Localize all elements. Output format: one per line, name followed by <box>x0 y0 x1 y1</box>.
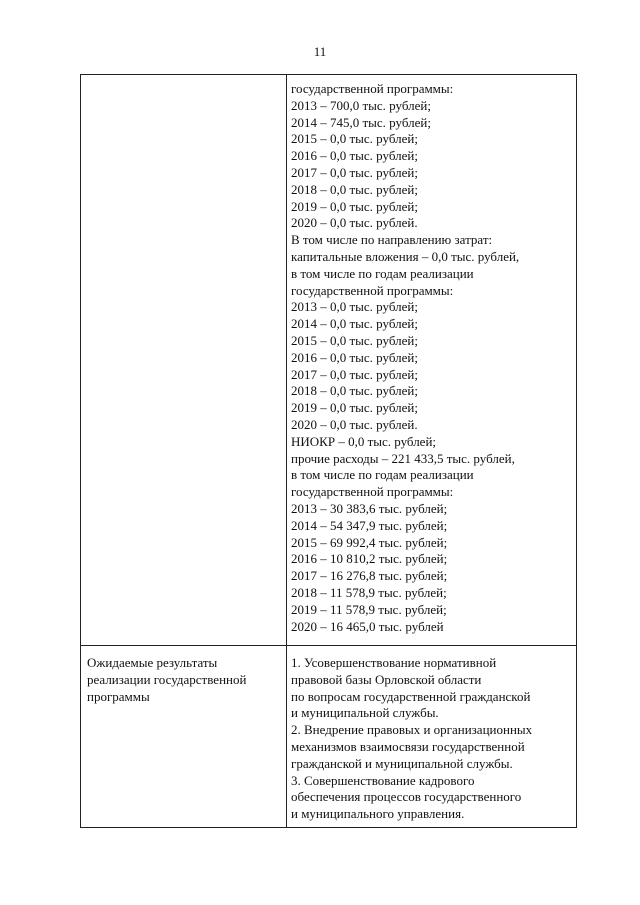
funding-line: в том числе по годам реализации <box>291 265 474 281</box>
result-line: гражданской и муниципальной службы. <box>291 755 513 771</box>
expected-results-label-cell <box>87 655 246 705</box>
funding-line: 2018 – 0,0 тыс. рублей; <box>291 181 418 197</box>
row-divider <box>81 645 576 646</box>
result-line: механизмов взаимосвязи государственной <box>291 738 525 754</box>
funding-continuation-cell <box>291 81 519 635</box>
funding-line: НИОКР – 0,0 тыс. рублей; <box>291 433 437 449</box>
funding-line: 2019 – 0,0 тыс. рублей; <box>291 198 418 214</box>
result-line: обеспечения процессов государственного <box>291 789 522 805</box>
funding-line: 2020 – 0,0 тыс. рублей. <box>291 416 418 432</box>
funding-line: капитальные вложения – 0,0 тыс. рублей, <box>291 248 520 264</box>
funding-line: 2013 – 0,0 тыс. рублей; <box>291 299 418 315</box>
funding-line: государственной программы: <box>291 484 454 500</box>
expected-results-cell <box>291 655 532 823</box>
result-line: 1. Усовершенствование нормативной <box>291 655 497 670</box>
funding-line: В том числе по направлению затрат: <box>291 232 493 248</box>
funding-line: 2013 – 700,0 тыс. рублей; <box>291 97 431 113</box>
result-line: и муниципального управления. <box>291 806 465 822</box>
funding-line: 2018 – 11 578,9 тыс. рублей; <box>291 584 447 600</box>
funding-line: 2019 – 0,0 тыс. рублей; <box>291 400 418 416</box>
funding-line: государственной программы: <box>291 81 454 96</box>
funding-line: 2014 – 0,0 тыс. рублей; <box>291 316 418 332</box>
funding-line: 2015 – 0,0 тыс. рублей; <box>291 332 418 348</box>
result-line: правовой базы Орловской области <box>291 671 482 687</box>
funding-line: 2014 – 745,0 тыс. рублей; <box>291 114 431 130</box>
funding-line: 2020 – 16 465,0 тыс. рублей <box>291 618 444 634</box>
funding-line: государственной программы: <box>291 282 454 298</box>
funding-line: 2013 – 30 383,6 тыс. рублей; <box>291 500 448 516</box>
result-line: по вопросам государственной гражданской <box>291 688 531 704</box>
funding-line: 2019 – 11 578,9 тыс. рублей; <box>291 601 447 617</box>
results-label-line: Ожидаемые результаты <box>87 655 218 670</box>
funding-line: 2017 – 0,0 тыс. рублей; <box>291 366 418 382</box>
funding-line: 2017 – 0,0 тыс. рублей; <box>291 164 418 180</box>
funding-line: 2015 – 0,0 тыс. рублей; <box>291 131 418 147</box>
funding-line: 2018 – 0,0 тыс. рублей; <box>291 383 418 399</box>
funding-line: 2015 – 69 992,4 тыс. рублей; <box>291 534 448 550</box>
funding-line: 2017 – 16 276,8 тыс. рублей; <box>291 568 448 584</box>
program-passport-table <box>80 74 577 828</box>
result-line: 3. Совершенствование кадрового <box>291 772 475 788</box>
funding-line: 2020 – 0,0 тыс. рублей. <box>291 215 418 231</box>
funding-line: 2016 – 0,0 тыс. рублей; <box>291 148 418 164</box>
funding-line: 2016 – 10 810,2 тыс. рублей; <box>291 551 448 567</box>
funding-line: в том числе по годам реализации <box>291 467 474 483</box>
result-line: и муниципальной службы. <box>291 705 439 721</box>
page-number: 11 <box>313 44 327 59</box>
column-divider <box>286 75 287 827</box>
funding-line: 2014 – 54 347,9 тыс. рублей; <box>291 517 448 533</box>
results-label-line: реализации государственной <box>87 671 247 687</box>
funding-line: 2016 – 0,0 тыс. рублей; <box>291 349 418 365</box>
results-label-line: программы <box>87 688 150 704</box>
funding-line: прочие расходы – 221 433,5 тыс. рублей, <box>291 450 515 466</box>
result-line: 2. Внедрение правовых и организационных <box>291 722 533 738</box>
